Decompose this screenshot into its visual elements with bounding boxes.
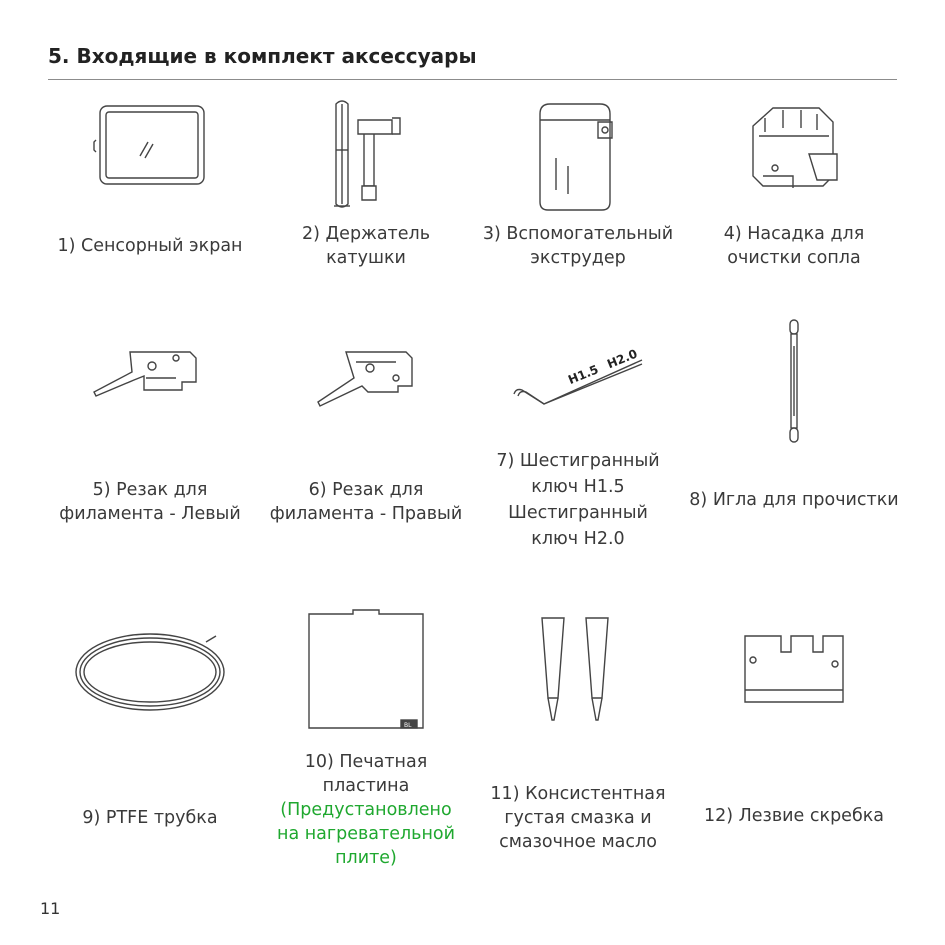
- item-touchscreen: [52, 90, 248, 280]
- item-caption: очистки сопла: [727, 248, 861, 268]
- item-caption: 3) Вспомогательный: [482, 224, 674, 244]
- item-ptfe-tube: [52, 610, 248, 850]
- print-plate-icon: [301, 606, 431, 736]
- item-caption: 5) Резак для: [92, 480, 208, 500]
- item-caption: ключ H1.5: [531, 477, 625, 497]
- item-caption: 1) Сенсорный экран: [57, 236, 243, 256]
- item-caption: 6) Резак для: [308, 480, 424, 500]
- item-caption: катушки: [326, 248, 406, 268]
- plate-mark-label: BL: [404, 722, 412, 729]
- touchscreen-icon: [90, 100, 210, 190]
- filament-cutter-right-icon: [306, 342, 426, 412]
- scraper-blade-icon: [739, 628, 849, 708]
- item-caption: Шестигранный: [508, 503, 648, 523]
- spool-holder-icon: [316, 94, 416, 214]
- hex-key-label: H2.0: [605, 346, 640, 372]
- item-nozzle-cleaning: [696, 90, 892, 280]
- hex-keys-icon: [508, 336, 648, 416]
- item-grease-tubes: [480, 600, 676, 860]
- item-spool-holder: [268, 90, 464, 280]
- grease-tubes-icon: [528, 610, 628, 730]
- filament-cutter-left-icon: [90, 342, 210, 412]
- item-caption: 2) Держатель: [301, 224, 431, 244]
- item-cutter-left: [52, 320, 248, 550]
- cleaning-needle-icon: [779, 316, 809, 446]
- auxiliary-extruder-icon: [528, 96, 628, 216]
- page-number: 11: [40, 899, 61, 918]
- item-scraper-blade: [696, 610, 892, 850]
- item-caption: 9) PTFE трубка: [82, 808, 218, 828]
- section-title: 5. Входящие в комплект аксессуары: [48, 44, 477, 68]
- item-note: на нагревательной: [277, 824, 455, 844]
- item-caption: пластина: [322, 776, 410, 796]
- item-caption: 10) Печатная: [304, 752, 428, 772]
- item-note: плите): [335, 848, 397, 868]
- item-cutter-right: [268, 320, 464, 550]
- item-caption: 12) Лезвие скребка: [703, 806, 885, 826]
- item-caption: смазочное масло: [499, 832, 657, 852]
- item-hex-keys: [480, 320, 676, 560]
- item-caption: филамента - Правый: [269, 504, 463, 524]
- item-caption: 8) Игла для прочистки: [689, 490, 899, 510]
- item-print-plate: [268, 600, 464, 890]
- nozzle-cleaning-attachment-icon: [739, 96, 849, 206]
- item-caption: 11) Консистентная: [490, 784, 666, 804]
- hex-key-label: H1.5: [566, 362, 601, 388]
- item-caption: филамента - Левый: [59, 504, 241, 524]
- item-note: (Предустановлено: [280, 800, 452, 820]
- item-cleaning-needle: [686, 310, 902, 550]
- item-caption: 7) Шестигранный: [496, 451, 660, 471]
- item-caption: 4) Насадка для: [723, 224, 865, 244]
- item-caption: ключ H2.0: [531, 529, 625, 549]
- item-caption: густая смазка и: [504, 808, 652, 828]
- item-auxiliary-extruder: [480, 90, 676, 280]
- item-caption: экструдер: [530, 248, 626, 268]
- ptfe-tube-icon: [70, 620, 230, 720]
- section-divider: [48, 79, 897, 80]
